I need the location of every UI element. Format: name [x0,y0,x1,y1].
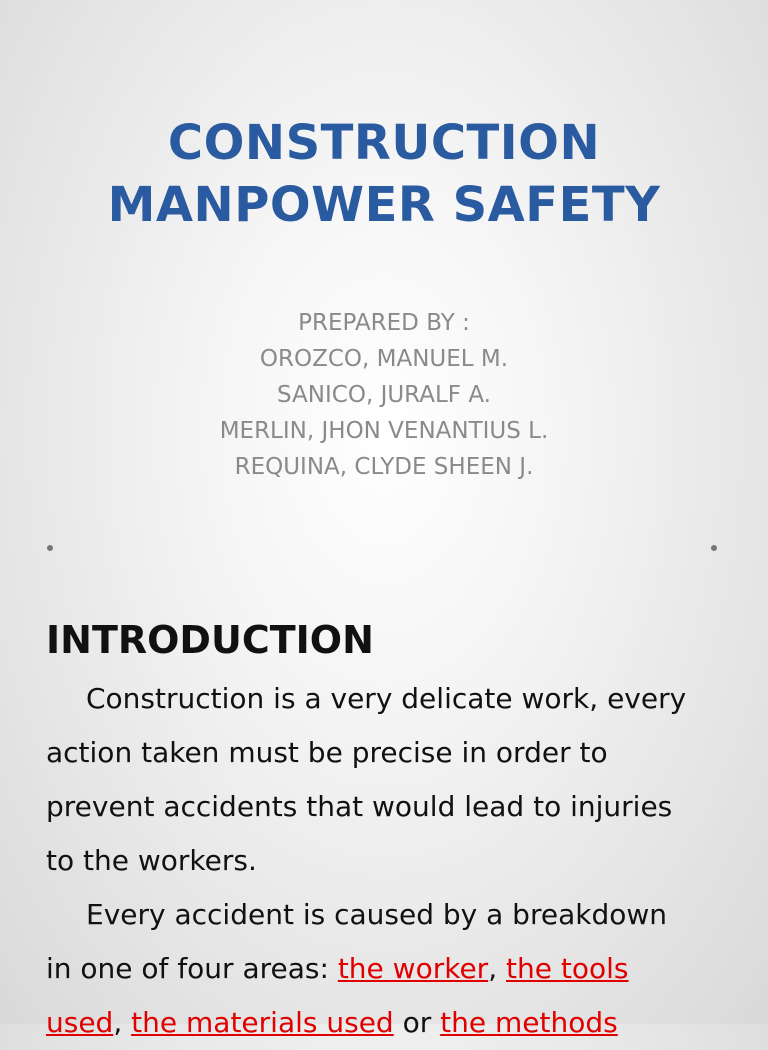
para-line: Construction is a very delicate work, every [86,682,687,715]
para-line-areas-cont [46,996,736,1050]
author-name: SANICO, JURALF A. [277,382,491,408]
prepared-by-label: PREPARED BY : [298,310,470,336]
slide-title [0,112,768,236]
para-line: action taken must be precise in order to [46,736,608,769]
bullet-dot-right [711,545,717,551]
para-line: to the workers. [46,844,257,877]
or-text: or [393,1006,441,1039]
link-the-materials-used: the materials used [131,1006,394,1039]
introduction-paragraph [46,672,736,1050]
author-name: REQUINA, CLYDE SHEEN J. [234,454,534,480]
link-the-tools: the tools [506,952,629,985]
para-line: prevent accidents that would lead to injuries [46,790,673,823]
author-name: MERLIN, JHON VENANTIUS L. [219,418,549,444]
link-the-worker: the worker [337,952,489,985]
areas-prefix: in one of four areas: [46,952,338,985]
introduction-heading: INTRODUCTION [46,618,374,662]
para-line: Every accident is caused by a breakdown [86,898,667,931]
link-used: used [46,1006,114,1039]
author-name: OROZCO, MANUEL M. [259,346,509,372]
bullet-dot-left [47,545,53,551]
link-the-methods: the methods [440,1006,618,1039]
introduction-slide [0,600,768,1039]
para-line-areas [46,942,736,996]
title-line-1: CONSTRUCTION [167,115,601,171]
title-line-2: MANPOWER SAFETY [107,177,661,233]
comma: , [488,952,506,985]
authors-block [0,305,768,485]
comma: , [113,1006,132,1039]
